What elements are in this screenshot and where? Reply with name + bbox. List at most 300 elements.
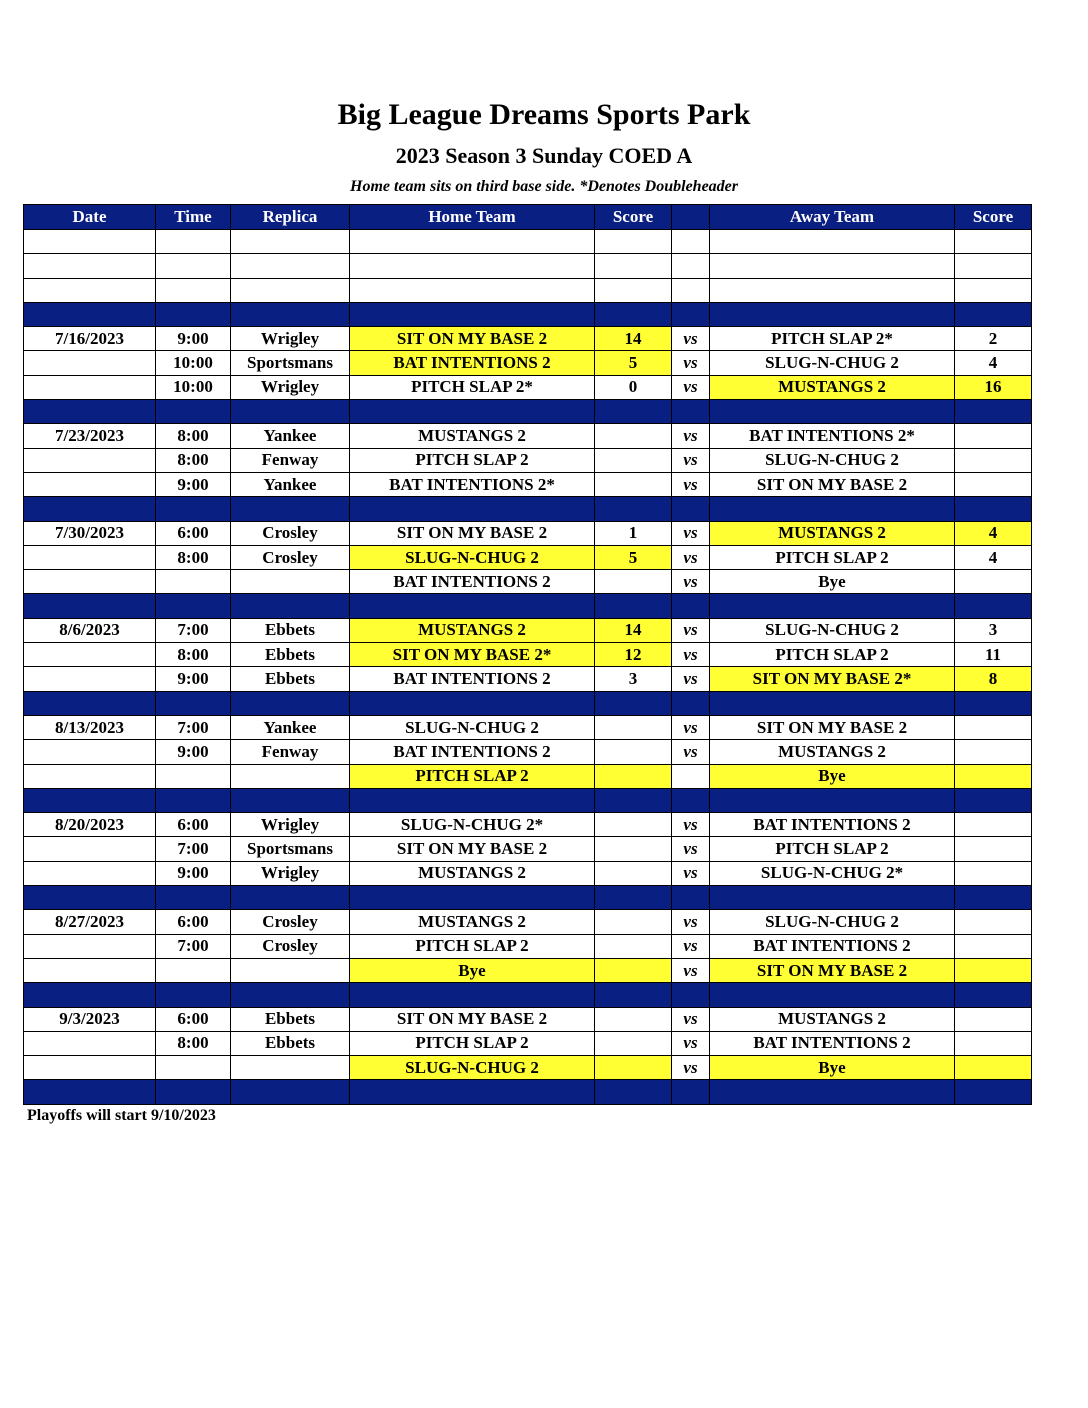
date-cell	[24, 837, 156, 861]
vs-cell: vs	[672, 570, 710, 594]
home-team-cell: SIT ON MY BASE 2	[350, 837, 595, 861]
separator-cell	[231, 788, 350, 812]
blank-cell	[24, 254, 156, 278]
time-cell: 9:00	[156, 740, 231, 764]
vs-cell	[672, 764, 710, 788]
home-team-cell: SLUG-N-CHUG 2	[350, 545, 595, 569]
game-row	[24, 958, 1032, 982]
away-team-cell: Bye	[710, 1056, 955, 1080]
date-cell	[24, 861, 156, 885]
vs-cell: vs	[672, 740, 710, 764]
home-score-cell	[595, 715, 672, 739]
replica-cell: Ebbets	[231, 667, 350, 691]
separator-cell	[231, 594, 350, 618]
home-team-cell: SIT ON MY BASE 2	[350, 327, 595, 351]
away-team-cell: SIT ON MY BASE 2	[710, 958, 955, 982]
home-score-cell: 0	[595, 375, 672, 399]
away-team-cell: MUSTANGS 2	[710, 740, 955, 764]
time-cell	[156, 1056, 231, 1080]
blank-cell	[231, 278, 350, 302]
separator-cell	[350, 691, 595, 715]
week-separator-row	[24, 1080, 1032, 1104]
schedule-table	[23, 204, 1032, 1105]
blank-cell	[156, 278, 231, 302]
home-team-cell: SLUG-N-CHUG 2	[350, 1056, 595, 1080]
replica-cell: Ebbets	[231, 1007, 350, 1031]
away-score-cell	[955, 1056, 1032, 1080]
away-team-cell: SLUG-N-CHUG 2	[710, 448, 955, 472]
home-team-cell: BAT INTENTIONS 2	[350, 667, 595, 691]
separator-cell	[350, 983, 595, 1007]
home-team-cell: MUSTANGS 2	[350, 910, 595, 934]
separator-cell	[156, 594, 231, 618]
game-row	[24, 715, 1032, 739]
replica-cell: Wrigley	[231, 375, 350, 399]
time-cell: 7:00	[156, 934, 231, 958]
date-cell	[24, 545, 156, 569]
col-header-replica: Replica	[231, 205, 350, 230]
vs-cell: vs	[672, 1056, 710, 1080]
vs-cell: vs	[672, 618, 710, 642]
separator-cell	[955, 788, 1032, 812]
vs-cell: vs	[672, 1007, 710, 1031]
separator-cell	[595, 886, 672, 910]
home-score-cell	[595, 934, 672, 958]
home-score-cell	[595, 813, 672, 837]
away-score-cell: 4	[955, 521, 1032, 545]
date-cell: 8/20/2023	[24, 813, 156, 837]
game-row	[24, 521, 1032, 545]
week-separator-row	[24, 594, 1032, 618]
home-team-cell: BAT INTENTIONS 2*	[350, 472, 595, 496]
separator-cell	[955, 302, 1032, 326]
home-team-cell: PITCH SLAP 2	[350, 1031, 595, 1055]
away-team-cell: MUSTANGS 2	[710, 1007, 955, 1031]
away-team-cell: Bye	[710, 764, 955, 788]
col-header-vs	[672, 205, 710, 230]
home-score-cell	[595, 861, 672, 885]
time-cell: 9:00	[156, 667, 231, 691]
game-row	[24, 448, 1032, 472]
separator-cell	[231, 302, 350, 326]
home-team-cell: PITCH SLAP 2	[350, 448, 595, 472]
date-cell: 9/3/2023	[24, 1007, 156, 1031]
separator-cell	[350, 1080, 595, 1104]
away-team-cell: SLUG-N-CHUG 2*	[710, 861, 955, 885]
separator-cell	[231, 400, 350, 424]
game-row	[24, 1056, 1032, 1080]
separator-cell	[595, 788, 672, 812]
date-cell	[24, 351, 156, 375]
time-cell: 9:00	[156, 472, 231, 496]
date-cell	[24, 667, 156, 691]
separator-cell	[24, 1080, 156, 1104]
away-team-cell: BAT INTENTIONS 2*	[710, 424, 955, 448]
vs-cell: vs	[672, 424, 710, 448]
game-row	[24, 1031, 1032, 1055]
away-score-cell	[955, 448, 1032, 472]
home-team-cell: PITCH SLAP 2	[350, 934, 595, 958]
date-cell	[24, 764, 156, 788]
week-separator-row	[24, 886, 1032, 910]
replica-cell: Crosley	[231, 521, 350, 545]
separator-cell	[156, 400, 231, 424]
home-team-cell: BAT INTENTIONS 2	[350, 740, 595, 764]
blank-cell	[350, 278, 595, 302]
time-cell: 7:00	[156, 837, 231, 861]
vs-cell: vs	[672, 813, 710, 837]
away-team-cell: SIT ON MY BASE 2	[710, 472, 955, 496]
home-score-cell: 14	[595, 327, 672, 351]
page-title: Big League Dreams Sports Park	[337, 98, 751, 131]
time-cell: 7:00	[156, 715, 231, 739]
date-cell: 7/30/2023	[24, 521, 156, 545]
game-row	[24, 764, 1032, 788]
separator-cell	[955, 1080, 1032, 1104]
separator-cell	[955, 400, 1032, 424]
replica-cell: Yankee	[231, 715, 350, 739]
game-row	[24, 667, 1032, 691]
blank-cell	[24, 230, 156, 254]
away-score-cell	[955, 934, 1032, 958]
blank-cell	[595, 230, 672, 254]
vs-cell: vs	[672, 545, 710, 569]
game-row	[24, 570, 1032, 594]
table-header-row	[24, 205, 1032, 230]
vs-cell: vs	[672, 375, 710, 399]
replica-cell: Yankee	[231, 472, 350, 496]
separator-cell	[710, 886, 955, 910]
time-cell: 10:00	[156, 375, 231, 399]
blank-cell	[955, 278, 1032, 302]
separator-cell	[710, 788, 955, 812]
home-team-cell: PITCH SLAP 2*	[350, 375, 595, 399]
time-cell: 6:00	[156, 813, 231, 837]
separator-cell	[672, 788, 710, 812]
replica-cell: Ebbets	[231, 1031, 350, 1055]
away-score-cell	[955, 715, 1032, 739]
separator-cell	[156, 302, 231, 326]
blank-row	[24, 230, 1032, 254]
col-header-home-score: Score	[595, 205, 672, 230]
away-score-cell	[955, 837, 1032, 861]
away-score-cell: 4	[955, 351, 1032, 375]
separator-cell	[24, 594, 156, 618]
home-score-cell	[595, 1007, 672, 1031]
away-score-cell	[955, 1031, 1032, 1055]
date-cell: 8/13/2023	[24, 715, 156, 739]
replica-cell: Crosley	[231, 910, 350, 934]
away-team-cell: MUSTANGS 2	[710, 521, 955, 545]
separator-cell	[672, 594, 710, 618]
game-row	[24, 861, 1032, 885]
separator-cell	[24, 302, 156, 326]
vs-cell: vs	[672, 667, 710, 691]
home-score-cell	[595, 764, 672, 788]
time-cell	[156, 764, 231, 788]
time-cell: 8:00	[156, 1031, 231, 1055]
home-score-cell	[595, 958, 672, 982]
away-team-cell: SLUG-N-CHUG 2	[710, 351, 955, 375]
blank-cell	[231, 230, 350, 254]
separator-cell	[672, 497, 710, 521]
away-team-cell: SIT ON MY BASE 2	[710, 715, 955, 739]
date-cell	[24, 1031, 156, 1055]
replica-cell	[231, 958, 350, 982]
game-row	[24, 740, 1032, 764]
replica-cell: Wrigley	[231, 861, 350, 885]
blank-cell	[672, 254, 710, 278]
vs-cell: vs	[672, 327, 710, 351]
separator-cell	[231, 983, 350, 1007]
week-separator-row	[24, 497, 1032, 521]
replica-cell: Sportsmans	[231, 351, 350, 375]
blank-row	[24, 278, 1032, 302]
away-score-cell	[955, 958, 1032, 982]
week-separator-row	[24, 788, 1032, 812]
game-row	[24, 618, 1032, 642]
away-team-cell: SLUG-N-CHUG 2	[710, 618, 955, 642]
vs-cell: vs	[672, 448, 710, 472]
separator-cell	[672, 886, 710, 910]
week-separator-row	[24, 302, 1032, 326]
time-cell	[156, 958, 231, 982]
separator-cell	[24, 788, 156, 812]
replica-cell: Fenway	[231, 448, 350, 472]
separator-cell	[350, 497, 595, 521]
separator-cell	[350, 302, 595, 326]
away-score-cell: 4	[955, 545, 1032, 569]
home-team-cell: MUSTANGS 2	[350, 618, 595, 642]
separator-cell	[350, 594, 595, 618]
time-cell: 6:00	[156, 1007, 231, 1031]
home-team-cell: PITCH SLAP 2	[350, 764, 595, 788]
away-score-cell	[955, 570, 1032, 594]
game-row	[24, 813, 1032, 837]
home-team-cell: SIT ON MY BASE 2*	[350, 643, 595, 667]
vs-cell: vs	[672, 861, 710, 885]
away-score-cell: 3	[955, 618, 1032, 642]
separator-cell	[156, 691, 231, 715]
time-cell: 7:00	[156, 618, 231, 642]
away-score-cell	[955, 764, 1032, 788]
separator-cell	[955, 594, 1032, 618]
blank-cell	[710, 278, 955, 302]
col-header-away-team: Away Team	[710, 205, 955, 230]
away-score-cell: 2	[955, 327, 1032, 351]
separator-cell	[710, 497, 955, 521]
separator-cell	[672, 302, 710, 326]
separator-cell	[710, 691, 955, 715]
schedule-body	[24, 230, 1032, 1105]
blank-cell	[156, 230, 231, 254]
separator-cell	[595, 594, 672, 618]
date-cell	[24, 740, 156, 764]
blank-cell	[231, 254, 350, 278]
separator-cell	[156, 788, 231, 812]
date-cell: 8/6/2023	[24, 618, 156, 642]
separator-cell	[672, 400, 710, 424]
separator-cell	[24, 691, 156, 715]
col-header-time: Time	[156, 205, 231, 230]
blank-cell	[24, 278, 156, 302]
separator-cell	[231, 497, 350, 521]
away-team-cell: PITCH SLAP 2	[710, 837, 955, 861]
game-row	[24, 545, 1032, 569]
away-team-cell: SLUG-N-CHUG 2	[710, 910, 955, 934]
game-row	[24, 934, 1032, 958]
away-team-cell: Bye	[710, 570, 955, 594]
col-header-home-team: Home Team	[350, 205, 595, 230]
vs-cell: vs	[672, 837, 710, 861]
separator-cell	[24, 400, 156, 424]
time-cell	[156, 570, 231, 594]
game-row	[24, 910, 1032, 934]
separator-cell	[955, 691, 1032, 715]
home-team-cell: BAT INTENTIONS 2	[350, 351, 595, 375]
replica-cell	[231, 570, 350, 594]
away-team-cell: MUSTANGS 2	[710, 375, 955, 399]
home-team-cell: BAT INTENTIONS 2	[350, 570, 595, 594]
separator-cell	[231, 1080, 350, 1104]
time-cell: 6:00	[156, 521, 231, 545]
replica-cell: Ebbets	[231, 618, 350, 642]
separator-cell	[350, 886, 595, 910]
vs-cell: vs	[672, 1031, 710, 1055]
replica-cell: Wrigley	[231, 813, 350, 837]
replica-cell: Fenway	[231, 740, 350, 764]
separator-cell	[955, 886, 1032, 910]
home-score-cell: 5	[595, 351, 672, 375]
replica-cell: Wrigley	[231, 327, 350, 351]
date-cell: 8/27/2023	[24, 910, 156, 934]
time-cell: 8:00	[156, 545, 231, 569]
separator-cell	[231, 886, 350, 910]
vs-cell: vs	[672, 958, 710, 982]
separator-cell	[350, 788, 595, 812]
home-score-cell	[595, 448, 672, 472]
blank-cell	[672, 278, 710, 302]
blank-cell	[710, 254, 955, 278]
blank-row	[24, 254, 1032, 278]
separator-cell	[595, 691, 672, 715]
game-row	[24, 472, 1032, 496]
separator-cell	[595, 497, 672, 521]
blank-cell	[955, 230, 1032, 254]
blank-cell	[672, 230, 710, 254]
separator-cell	[955, 983, 1032, 1007]
vs-cell: vs	[672, 934, 710, 958]
playoffs-note: Playoffs will start 9/10/2023	[27, 1107, 216, 1124]
game-row	[24, 837, 1032, 861]
col-header-date: Date	[24, 205, 156, 230]
date-cell	[24, 472, 156, 496]
home-score-cell	[595, 472, 672, 496]
game-row	[24, 375, 1032, 399]
game-row	[24, 327, 1032, 351]
away-score-cell	[955, 424, 1032, 448]
vs-cell: vs	[672, 715, 710, 739]
week-separator-row	[24, 691, 1032, 715]
home-score-cell	[595, 1056, 672, 1080]
replica-cell: Crosley	[231, 545, 350, 569]
away-team-cell: BAT INTENTIONS 2	[710, 813, 955, 837]
separator-cell	[710, 400, 955, 424]
game-row	[24, 1007, 1032, 1031]
away-score-cell	[955, 910, 1032, 934]
separator-cell	[156, 886, 231, 910]
date-cell: 7/23/2023	[24, 424, 156, 448]
separator-cell	[156, 497, 231, 521]
separator-cell	[710, 983, 955, 1007]
replica-cell: Crosley	[231, 934, 350, 958]
vs-cell: vs	[672, 910, 710, 934]
col-header-away-score: Score	[955, 205, 1032, 230]
vs-cell: vs	[672, 472, 710, 496]
vs-cell: vs	[672, 351, 710, 375]
away-team-cell: PITCH SLAP 2*	[710, 327, 955, 351]
away-team-cell: BAT INTENTIONS 2	[710, 934, 955, 958]
home-score-cell	[595, 570, 672, 594]
page-subtitle: 2023 Season 3 Sunday COED A	[395, 143, 693, 168]
date-cell	[24, 570, 156, 594]
game-row	[24, 351, 1032, 375]
game-row	[24, 643, 1032, 667]
home-score-cell: 14	[595, 618, 672, 642]
replica-cell: Ebbets	[231, 643, 350, 667]
home-score-cell	[595, 424, 672, 448]
separator-cell	[710, 1080, 955, 1104]
home-team-cell: SIT ON MY BASE 2	[350, 521, 595, 545]
away-score-cell: 11	[955, 643, 1032, 667]
separator-cell	[595, 1080, 672, 1104]
time-cell: 8:00	[156, 643, 231, 667]
separator-cell	[710, 302, 955, 326]
date-cell: 7/16/2023	[24, 327, 156, 351]
separator-cell	[672, 1080, 710, 1104]
blank-cell	[156, 254, 231, 278]
separator-cell	[955, 497, 1032, 521]
home-score-cell: 5	[595, 545, 672, 569]
away-score-cell	[955, 1007, 1032, 1031]
home-team-cell: SLUG-N-CHUG 2*	[350, 813, 595, 837]
replica-cell: Sportsmans	[231, 837, 350, 861]
separator-cell	[24, 497, 156, 521]
home-score-cell: 3	[595, 667, 672, 691]
away-score-cell	[955, 740, 1032, 764]
blank-cell	[710, 230, 955, 254]
separator-cell	[672, 983, 710, 1007]
time-cell: 8:00	[156, 424, 231, 448]
blank-cell	[350, 254, 595, 278]
away-team-cell: SIT ON MY BASE 2*	[710, 667, 955, 691]
away-team-cell: PITCH SLAP 2	[710, 643, 955, 667]
date-cell	[24, 1056, 156, 1080]
date-cell	[24, 448, 156, 472]
separator-cell	[595, 983, 672, 1007]
separator-cell	[672, 691, 710, 715]
date-cell	[24, 934, 156, 958]
time-cell: 9:00	[156, 861, 231, 885]
page-note: Home team sits on third base side. *Denotes Doubleheader	[350, 178, 738, 195]
vs-cell: vs	[672, 521, 710, 545]
home-team-cell: SIT ON MY BASE 2	[350, 1007, 595, 1031]
separator-cell	[156, 1080, 231, 1104]
away-score-cell	[955, 813, 1032, 837]
away-team-cell: PITCH SLAP 2	[710, 545, 955, 569]
time-cell: 6:00	[156, 910, 231, 934]
blank-cell	[595, 278, 672, 302]
